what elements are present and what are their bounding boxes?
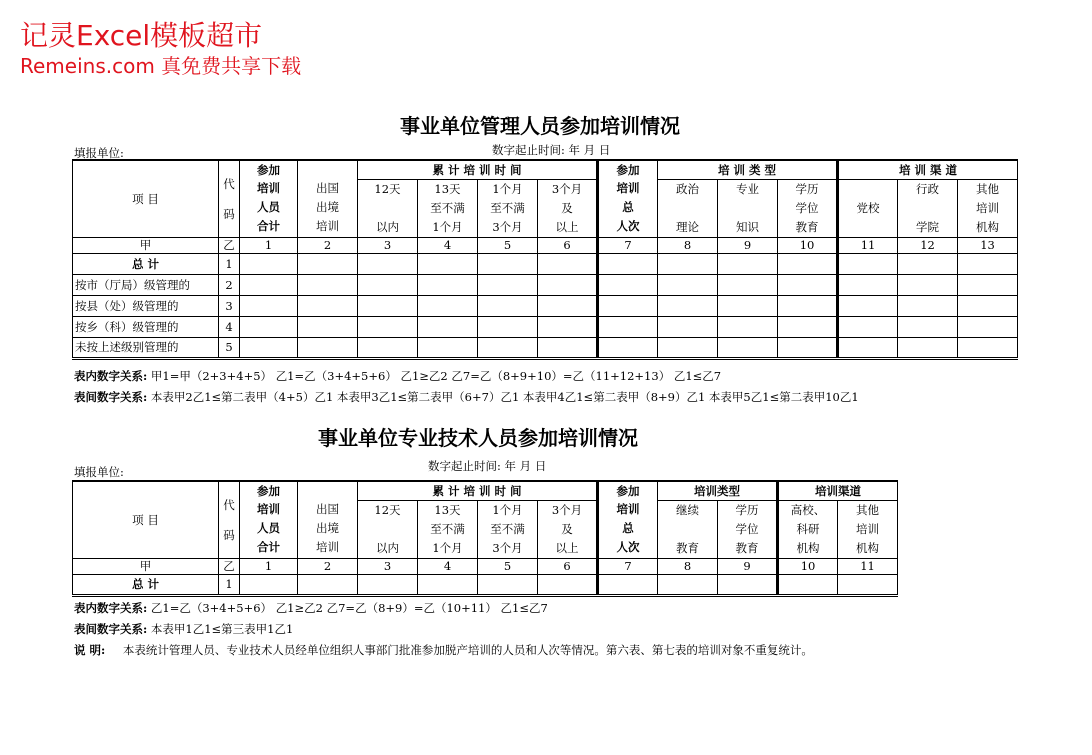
t1-group-header-row bbox=[73, 160, 1018, 179]
t1-index-num: 12 bbox=[898, 237, 958, 253]
table2-note bbox=[74, 642, 813, 658]
t1-data-row bbox=[73, 295, 1018, 316]
t1-data-row bbox=[73, 337, 1018, 358]
t2-col9-header-line: 学位 bbox=[735, 521, 759, 536]
t2-index-num: 7 bbox=[598, 558, 658, 574]
t1-code-char: 码 bbox=[223, 206, 235, 221]
t1-data-cell[interactable] bbox=[358, 253, 418, 274]
t2-data-cell[interactable] bbox=[478, 574, 538, 595]
t1-col3-header-line: 以内 bbox=[376, 219, 399, 234]
t2-col2-header-line: 培训 bbox=[316, 540, 339, 555]
t1-data-cell[interactable] bbox=[898, 337, 958, 358]
t1-row-code: 5 bbox=[219, 337, 240, 358]
t2-index-num: 3 bbox=[358, 558, 418, 574]
t2-col6-header-line: 及 bbox=[561, 521, 573, 536]
t1-index-num: 8 bbox=[658, 237, 718, 253]
t2-col4-header-line: 13天 bbox=[434, 502, 461, 517]
t1-data-cell[interactable] bbox=[538, 295, 598, 316]
t2-col1-header-line: 合计 bbox=[257, 540, 280, 555]
t1-data-cell[interactable] bbox=[898, 295, 958, 316]
t1-index-num: 11 bbox=[838, 237, 898, 253]
t2-data-row bbox=[73, 574, 898, 595]
t1-col7-header-line: 培训 bbox=[616, 181, 640, 196]
t1-data-cell[interactable] bbox=[478, 253, 538, 274]
t2-group-type: 培训类型 bbox=[658, 481, 778, 500]
t2-col11-header-line: 其他 bbox=[856, 502, 880, 517]
t1-data-cell[interactable] bbox=[298, 316, 358, 337]
t1-data-cell[interactable] bbox=[958, 337, 1018, 358]
t2-index-num: 6 bbox=[538, 558, 598, 574]
t2-col1-header bbox=[240, 500, 298, 558]
t1-index-num: 1 bbox=[240, 237, 298, 253]
table1-relation-between bbox=[74, 389, 859, 405]
t2-col8-header-line: 继续 bbox=[676, 502, 700, 517]
table1-title: 事业单位管理人员参加培训情况 bbox=[400, 114, 680, 138]
t2-col8-header-line bbox=[658, 520, 717, 539]
t1-col4-header bbox=[418, 179, 478, 237]
t1-data-row bbox=[73, 274, 1018, 295]
t2-code-char: 代 bbox=[223, 497, 235, 512]
t1-col6-header-line: 以上 bbox=[555, 219, 579, 234]
t2-group-header-row bbox=[73, 481, 898, 500]
t1-data-cell[interactable] bbox=[658, 316, 718, 337]
t1-data-cell[interactable] bbox=[778, 274, 838, 295]
t1-data-cell[interactable] bbox=[658, 253, 718, 274]
t1-col10-header bbox=[778, 179, 838, 237]
t2-index-num: 10 bbox=[778, 558, 838, 574]
t1-col12-header-line: 行政 bbox=[916, 181, 940, 196]
t1-data-cell[interactable] bbox=[478, 337, 538, 358]
t1-col5-header-line: 1个月 bbox=[492, 181, 523, 196]
t1-col1-header bbox=[240, 179, 298, 237]
t2-col5-header bbox=[478, 500, 538, 558]
t1-col3-header bbox=[358, 179, 418, 237]
t1-index-num: 13 bbox=[958, 237, 1018, 253]
t1-col9-header-line: 知识 bbox=[736, 219, 760, 234]
t1-col2-header-line: 出国 bbox=[316, 181, 339, 196]
t1-col2-header-line: 出境 bbox=[316, 200, 339, 215]
table1-grid bbox=[72, 159, 1018, 360]
t2-data-cell[interactable] bbox=[538, 574, 598, 595]
t2-col6-header-line: 以上 bbox=[555, 540, 579, 555]
t1-data-cell[interactable] bbox=[718, 274, 778, 295]
t1-col8-header-line: 政治 bbox=[676, 181, 700, 196]
t2-data-cell[interactable] bbox=[598, 574, 658, 595]
t2-data-cell[interactable] bbox=[358, 574, 418, 595]
t2-col9-header-line: 教育 bbox=[735, 540, 759, 555]
t1-data-cell[interactable] bbox=[240, 337, 298, 358]
t1-code-header bbox=[219, 160, 240, 237]
t1-data-cell[interactable] bbox=[778, 295, 838, 316]
t1-row-code: 3 bbox=[219, 295, 240, 316]
t2-code-header bbox=[219, 481, 240, 558]
t1-data-cell[interactable] bbox=[598, 253, 658, 274]
t2-col6-header-line: 3个月 bbox=[551, 502, 583, 517]
t2-row-label: 总 计 bbox=[73, 574, 219, 595]
t1-col7-top: 参加 bbox=[598, 160, 658, 179]
table1-relation-in-label: 表内数字关系: bbox=[74, 369, 148, 383]
t1-data-cell[interactable] bbox=[838, 295, 898, 316]
t1-index-num: 10 bbox=[778, 237, 838, 253]
t2-index-num: 9 bbox=[718, 558, 778, 574]
t2-col10-header bbox=[778, 500, 838, 558]
table2-relation-in-text: 乙1=乙（3+4+5+6） 乙1≥乙2 乙7=乙（8+9）=乙（10+11） 乙1≤乙7 bbox=[150, 601, 548, 615]
t2-col5-header-line: 至不满 bbox=[490, 521, 525, 536]
t1-col7-header bbox=[598, 179, 658, 237]
t1-row-code: 1 bbox=[219, 253, 240, 274]
t2-data-cell[interactable] bbox=[240, 574, 298, 595]
t1-col12-header bbox=[898, 179, 958, 237]
t2-col2-header-line: 出境 bbox=[316, 521, 339, 536]
t2-col9-header-line: 学历 bbox=[735, 502, 759, 517]
t2-col6-header bbox=[538, 500, 598, 558]
t1-code-char: 代 bbox=[223, 176, 235, 191]
t1-col13-header-line: 培训 bbox=[976, 200, 1000, 215]
t1-data-cell[interactable] bbox=[718, 295, 778, 316]
t1-group-type: 培 训 类 型 bbox=[658, 160, 838, 179]
t1-data-cell[interactable] bbox=[838, 274, 898, 295]
t1-data-cell[interactable] bbox=[838, 253, 898, 274]
t1-data-cell[interactable] bbox=[718, 316, 778, 337]
t1-col13-header-line: 其他 bbox=[976, 181, 1000, 196]
t1-col1-top: 参加 bbox=[240, 160, 298, 179]
t1-index-yi: 乙 bbox=[219, 237, 240, 253]
t1-col8-header bbox=[658, 179, 718, 237]
t1-index-num: 5 bbox=[478, 237, 538, 253]
t1-col8-header-line bbox=[658, 199, 717, 218]
t2-col5-header-line: 1个月 bbox=[492, 502, 523, 517]
t2-col10-header-line: 高校、 bbox=[790, 502, 826, 517]
t2-index-num: 4 bbox=[418, 558, 478, 574]
table2-relation-between bbox=[74, 621, 293, 637]
table2-note-label: 说 明: bbox=[74, 643, 106, 657]
t2-index-num: 11 bbox=[838, 558, 898, 574]
t1-data-cell[interactable] bbox=[538, 316, 598, 337]
t2-col4-header bbox=[418, 500, 478, 558]
t1-data-cell[interactable] bbox=[598, 337, 658, 358]
t1-data-cell[interactable] bbox=[358, 316, 418, 337]
t2-col11-header-line: 培训 bbox=[856, 521, 880, 536]
t1-data-cell[interactable] bbox=[478, 274, 538, 295]
t1-data-cell[interactable] bbox=[298, 274, 358, 295]
table1-relation-between-text: 本表甲2乙1≤第二表甲（4+5）乙1 本表甲3乙1≤第二表甲（6+7）乙1 本表甲4乙1≤第二表甲（8+9）乙1 本表甲5乙1≤第二表甲10乙1 bbox=[150, 390, 859, 404]
t1-row-code: 2 bbox=[219, 274, 240, 295]
t1-index-num: 4 bbox=[418, 237, 478, 253]
table1-time-label: 数字起止时间: 年 月 日 bbox=[492, 143, 611, 157]
t1-col10-header-line: 学历 bbox=[795, 181, 819, 196]
t1-col7-header-line: 人次 bbox=[616, 219, 640, 234]
t1-data-cell[interactable] bbox=[958, 295, 1018, 316]
t1-data-cell[interactable] bbox=[598, 295, 658, 316]
t2-col7-header bbox=[598, 500, 658, 558]
t1-data-cell[interactable] bbox=[718, 337, 778, 358]
t1-col9-header-line bbox=[718, 199, 777, 218]
t1-data-row bbox=[73, 253, 1018, 274]
table2-relation-in-label: 表内数字关系: bbox=[74, 601, 148, 615]
t1-col13-header-line: 机构 bbox=[976, 219, 1000, 234]
t2-col3-header-line bbox=[358, 520, 417, 539]
t1-row-code: 4 bbox=[219, 316, 240, 337]
t2-data-cell[interactable] bbox=[298, 574, 358, 595]
t1-data-row bbox=[73, 316, 1018, 337]
t1-index-jia: 甲 bbox=[73, 237, 219, 253]
t2-row-code: 1 bbox=[219, 574, 240, 595]
table2-fill-unit: 填报单位: bbox=[74, 465, 124, 479]
t1-index-row bbox=[73, 237, 1018, 253]
t1-index-num: 9 bbox=[718, 237, 778, 253]
t1-col11-header bbox=[838, 179, 898, 237]
table2-note-text: 本表统计管理人员、专业技术人员经单位组织人事部门批准参加脱产培训的人员和人次等情况。第六表、第七表的培训对象不重复统计。 bbox=[122, 643, 813, 657]
t2-col2-header bbox=[298, 500, 358, 558]
t1-col4-header-line: 至不满 bbox=[430, 200, 465, 215]
table1-relation-between-label: 表间数字关系: bbox=[74, 390, 148, 404]
t1-data-cell[interactable] bbox=[418, 253, 478, 274]
t1-data-cell[interactable] bbox=[838, 337, 898, 358]
t2-col10-header-line: 科研 bbox=[796, 521, 820, 536]
table2-time-label: 数字起止时间: 年 月 日 bbox=[428, 459, 547, 473]
t1-data-cell[interactable] bbox=[898, 316, 958, 337]
t1-col2-header bbox=[298, 179, 358, 237]
t1-index-num: 7 bbox=[598, 237, 658, 253]
t1-col6-header-line: 3个月 bbox=[551, 181, 583, 196]
t2-col5-header-line: 3个月 bbox=[492, 540, 523, 555]
t1-col1-header-line: 人员 bbox=[257, 200, 280, 215]
t1-data-cell[interactable] bbox=[240, 295, 298, 316]
t1-data-cell[interactable] bbox=[598, 316, 658, 337]
t1-index-num: 3 bbox=[358, 237, 418, 253]
t2-data-cell[interactable] bbox=[418, 574, 478, 595]
t1-col6-header-line: 及 bbox=[561, 200, 573, 215]
t2-data-cell[interactable] bbox=[838, 574, 898, 595]
t2-index-num: 1 bbox=[240, 558, 298, 574]
t2-data-cell[interactable] bbox=[778, 574, 838, 595]
t1-data-cell[interactable] bbox=[298, 295, 358, 316]
t1-data-cell[interactable] bbox=[658, 295, 718, 316]
t1-col12-header-line: 学院 bbox=[916, 219, 940, 234]
t1-data-cell[interactable] bbox=[240, 274, 298, 295]
t2-col11-header bbox=[838, 500, 898, 558]
t2-col1-header-line: 培训 bbox=[257, 502, 280, 517]
t1-data-cell[interactable] bbox=[418, 274, 478, 295]
table2-relation-in bbox=[74, 600, 548, 616]
t2-col7-header-line: 总 bbox=[622, 521, 634, 536]
t1-row-label: 未按上述级别管理的 bbox=[73, 337, 219, 358]
t1-row-label: 按市（厅局）级管理的 bbox=[73, 274, 219, 295]
t1-data-cell[interactable] bbox=[538, 274, 598, 295]
t2-col3-header bbox=[358, 500, 418, 558]
t2-col2-top bbox=[298, 481, 358, 500]
t1-row-label: 按县（处）级管理的 bbox=[73, 295, 219, 316]
t1-group-channel: 培 训 渠 道 bbox=[838, 160, 1018, 179]
t1-col13-header bbox=[958, 179, 1018, 237]
t1-data-cell[interactable] bbox=[418, 295, 478, 316]
t1-data-cell[interactable] bbox=[958, 253, 1018, 274]
t1-col1-header-line: 培训 bbox=[257, 181, 280, 196]
t1-index-num: 6 bbox=[538, 237, 598, 253]
t2-col2-header-line: 出国 bbox=[316, 502, 339, 517]
t1-col6-header bbox=[538, 179, 598, 237]
t1-item-header: 项 目 bbox=[73, 160, 219, 237]
table2-title: 事业单位专业技术人员参加培训情况 bbox=[318, 426, 638, 450]
t2-col8-header bbox=[658, 500, 718, 558]
t1-col4-header-line: 1个月 bbox=[432, 219, 463, 234]
t1-col11-header-line: 党校 bbox=[856, 200, 880, 215]
t2-col3-header-line: 12天 bbox=[374, 502, 401, 517]
t2-col4-header-line: 1个月 bbox=[432, 540, 463, 555]
t1-data-cell[interactable] bbox=[958, 316, 1018, 337]
table1-relation-in-text: 甲1=甲（2+3+4+5） 乙1=乙（3+4+5+6） 乙1≥乙2 乙7=乙（8+9+10）=乙（11+12+13） 乙1≤乙7 bbox=[150, 369, 722, 383]
t1-data-cell[interactable] bbox=[240, 316, 298, 337]
t1-data-cell[interactable] bbox=[658, 274, 718, 295]
t1-col3-header-line: 12天 bbox=[374, 181, 401, 196]
t1-data-cell[interactable] bbox=[478, 316, 538, 337]
t1-col12-header-line bbox=[898, 199, 957, 218]
t2-index-jia: 甲 bbox=[73, 558, 219, 574]
t1-data-cell[interactable] bbox=[298, 337, 358, 358]
t1-col4-header-line: 13天 bbox=[434, 181, 461, 196]
table1-fill-unit: 填报单位: bbox=[74, 146, 124, 160]
t2-index-yi: 乙 bbox=[219, 558, 240, 574]
t1-data-cell[interactable] bbox=[538, 337, 598, 358]
table2-relation-between-label: 表间数字关系: bbox=[74, 622, 148, 636]
t1-col5-header-line: 至不满 bbox=[490, 200, 525, 215]
table2-grid bbox=[72, 480, 898, 597]
t1-col1-header-line: 合计 bbox=[257, 219, 280, 234]
t1-data-cell[interactable] bbox=[838, 316, 898, 337]
t1-data-cell[interactable] bbox=[358, 295, 418, 316]
t1-col2-top bbox=[298, 160, 358, 179]
t1-data-cell[interactable] bbox=[358, 337, 418, 358]
t1-index-num: 2 bbox=[298, 237, 358, 253]
t2-index-num: 5 bbox=[478, 558, 538, 574]
t1-data-cell[interactable] bbox=[538, 253, 598, 274]
t1-col3-header-line bbox=[358, 199, 417, 218]
watermark-title: 记灵Excel模板超市 bbox=[20, 19, 263, 52]
t2-index-num: 2 bbox=[298, 558, 358, 574]
t2-index-row bbox=[73, 558, 898, 574]
t1-data-cell[interactable] bbox=[778, 316, 838, 337]
t2-group-cumulative: 累 计 培 训 时 间 bbox=[358, 481, 598, 500]
t2-col1-header-line: 人员 bbox=[257, 521, 280, 536]
t2-data-cell[interactable] bbox=[718, 574, 778, 595]
t2-col8-header-line: 教育 bbox=[676, 540, 700, 555]
t2-col1-top: 参加 bbox=[240, 481, 298, 500]
t2-col7-top: 参加 bbox=[598, 481, 658, 500]
t1-data-cell[interactable] bbox=[418, 337, 478, 358]
t2-col11-header-line: 机构 bbox=[856, 540, 880, 555]
t1-col9-header bbox=[718, 179, 778, 237]
t1-data-cell[interactable] bbox=[658, 337, 718, 358]
t2-item-header: 项 目 bbox=[73, 481, 219, 558]
t1-col5-header bbox=[478, 179, 538, 237]
t1-data-cell[interactable] bbox=[778, 253, 838, 274]
t2-col4-header-line: 至不满 bbox=[430, 521, 465, 536]
t1-col9-header-line: 专业 bbox=[736, 181, 760, 196]
t2-col10-header-line: 机构 bbox=[796, 540, 820, 555]
t1-data-cell[interactable] bbox=[358, 274, 418, 295]
t2-col7-header-line: 培训 bbox=[616, 502, 640, 517]
t1-data-cell[interactable] bbox=[598, 274, 658, 295]
t2-col9-header bbox=[718, 500, 778, 558]
t2-col7-header-line: 人次 bbox=[616, 540, 640, 555]
t1-col11-header-line bbox=[839, 218, 897, 237]
t1-row-label: 总 计 bbox=[73, 253, 219, 274]
t1-data-cell[interactable] bbox=[898, 253, 958, 274]
t1-col5-header-line: 3个月 bbox=[492, 219, 523, 234]
t1-data-cell[interactable] bbox=[418, 316, 478, 337]
t1-col7-header-line: 总 bbox=[622, 200, 634, 215]
t1-col10-header-line: 教育 bbox=[795, 219, 819, 234]
table2-relation-between-text: 本表甲1乙1≤第三表甲1乙1 bbox=[150, 622, 294, 636]
t1-group-cumulative: 累 计 培 训 时 间 bbox=[358, 160, 598, 179]
t2-code-char: 码 bbox=[223, 527, 235, 542]
t1-col2-header-line: 培训 bbox=[316, 219, 339, 234]
table1-relation-in bbox=[74, 368, 721, 384]
t1-data-cell[interactable] bbox=[478, 295, 538, 316]
t1-data-cell[interactable] bbox=[298, 253, 358, 274]
t1-data-cell[interactable] bbox=[898, 274, 958, 295]
t1-row-label: 按乡（科）级管理的 bbox=[73, 316, 219, 337]
watermark-subtitle: Remeins.com 真免费共享下载 bbox=[20, 54, 302, 78]
t2-col3-header-line: 以内 bbox=[376, 540, 399, 555]
t1-col11-header-line bbox=[839, 180, 897, 199]
t2-data-cell[interactable] bbox=[658, 574, 718, 595]
t1-col8-header-line: 理论 bbox=[676, 219, 700, 234]
t1-data-cell[interactable] bbox=[718, 253, 778, 274]
t1-data-cell[interactable] bbox=[240, 253, 298, 274]
t1-data-cell[interactable] bbox=[778, 337, 838, 358]
t1-col10-header-line: 学位 bbox=[795, 200, 819, 215]
t2-index-num: 8 bbox=[658, 558, 718, 574]
t1-data-cell[interactable] bbox=[958, 274, 1018, 295]
t2-group-channel: 培训渠道 bbox=[778, 481, 898, 500]
